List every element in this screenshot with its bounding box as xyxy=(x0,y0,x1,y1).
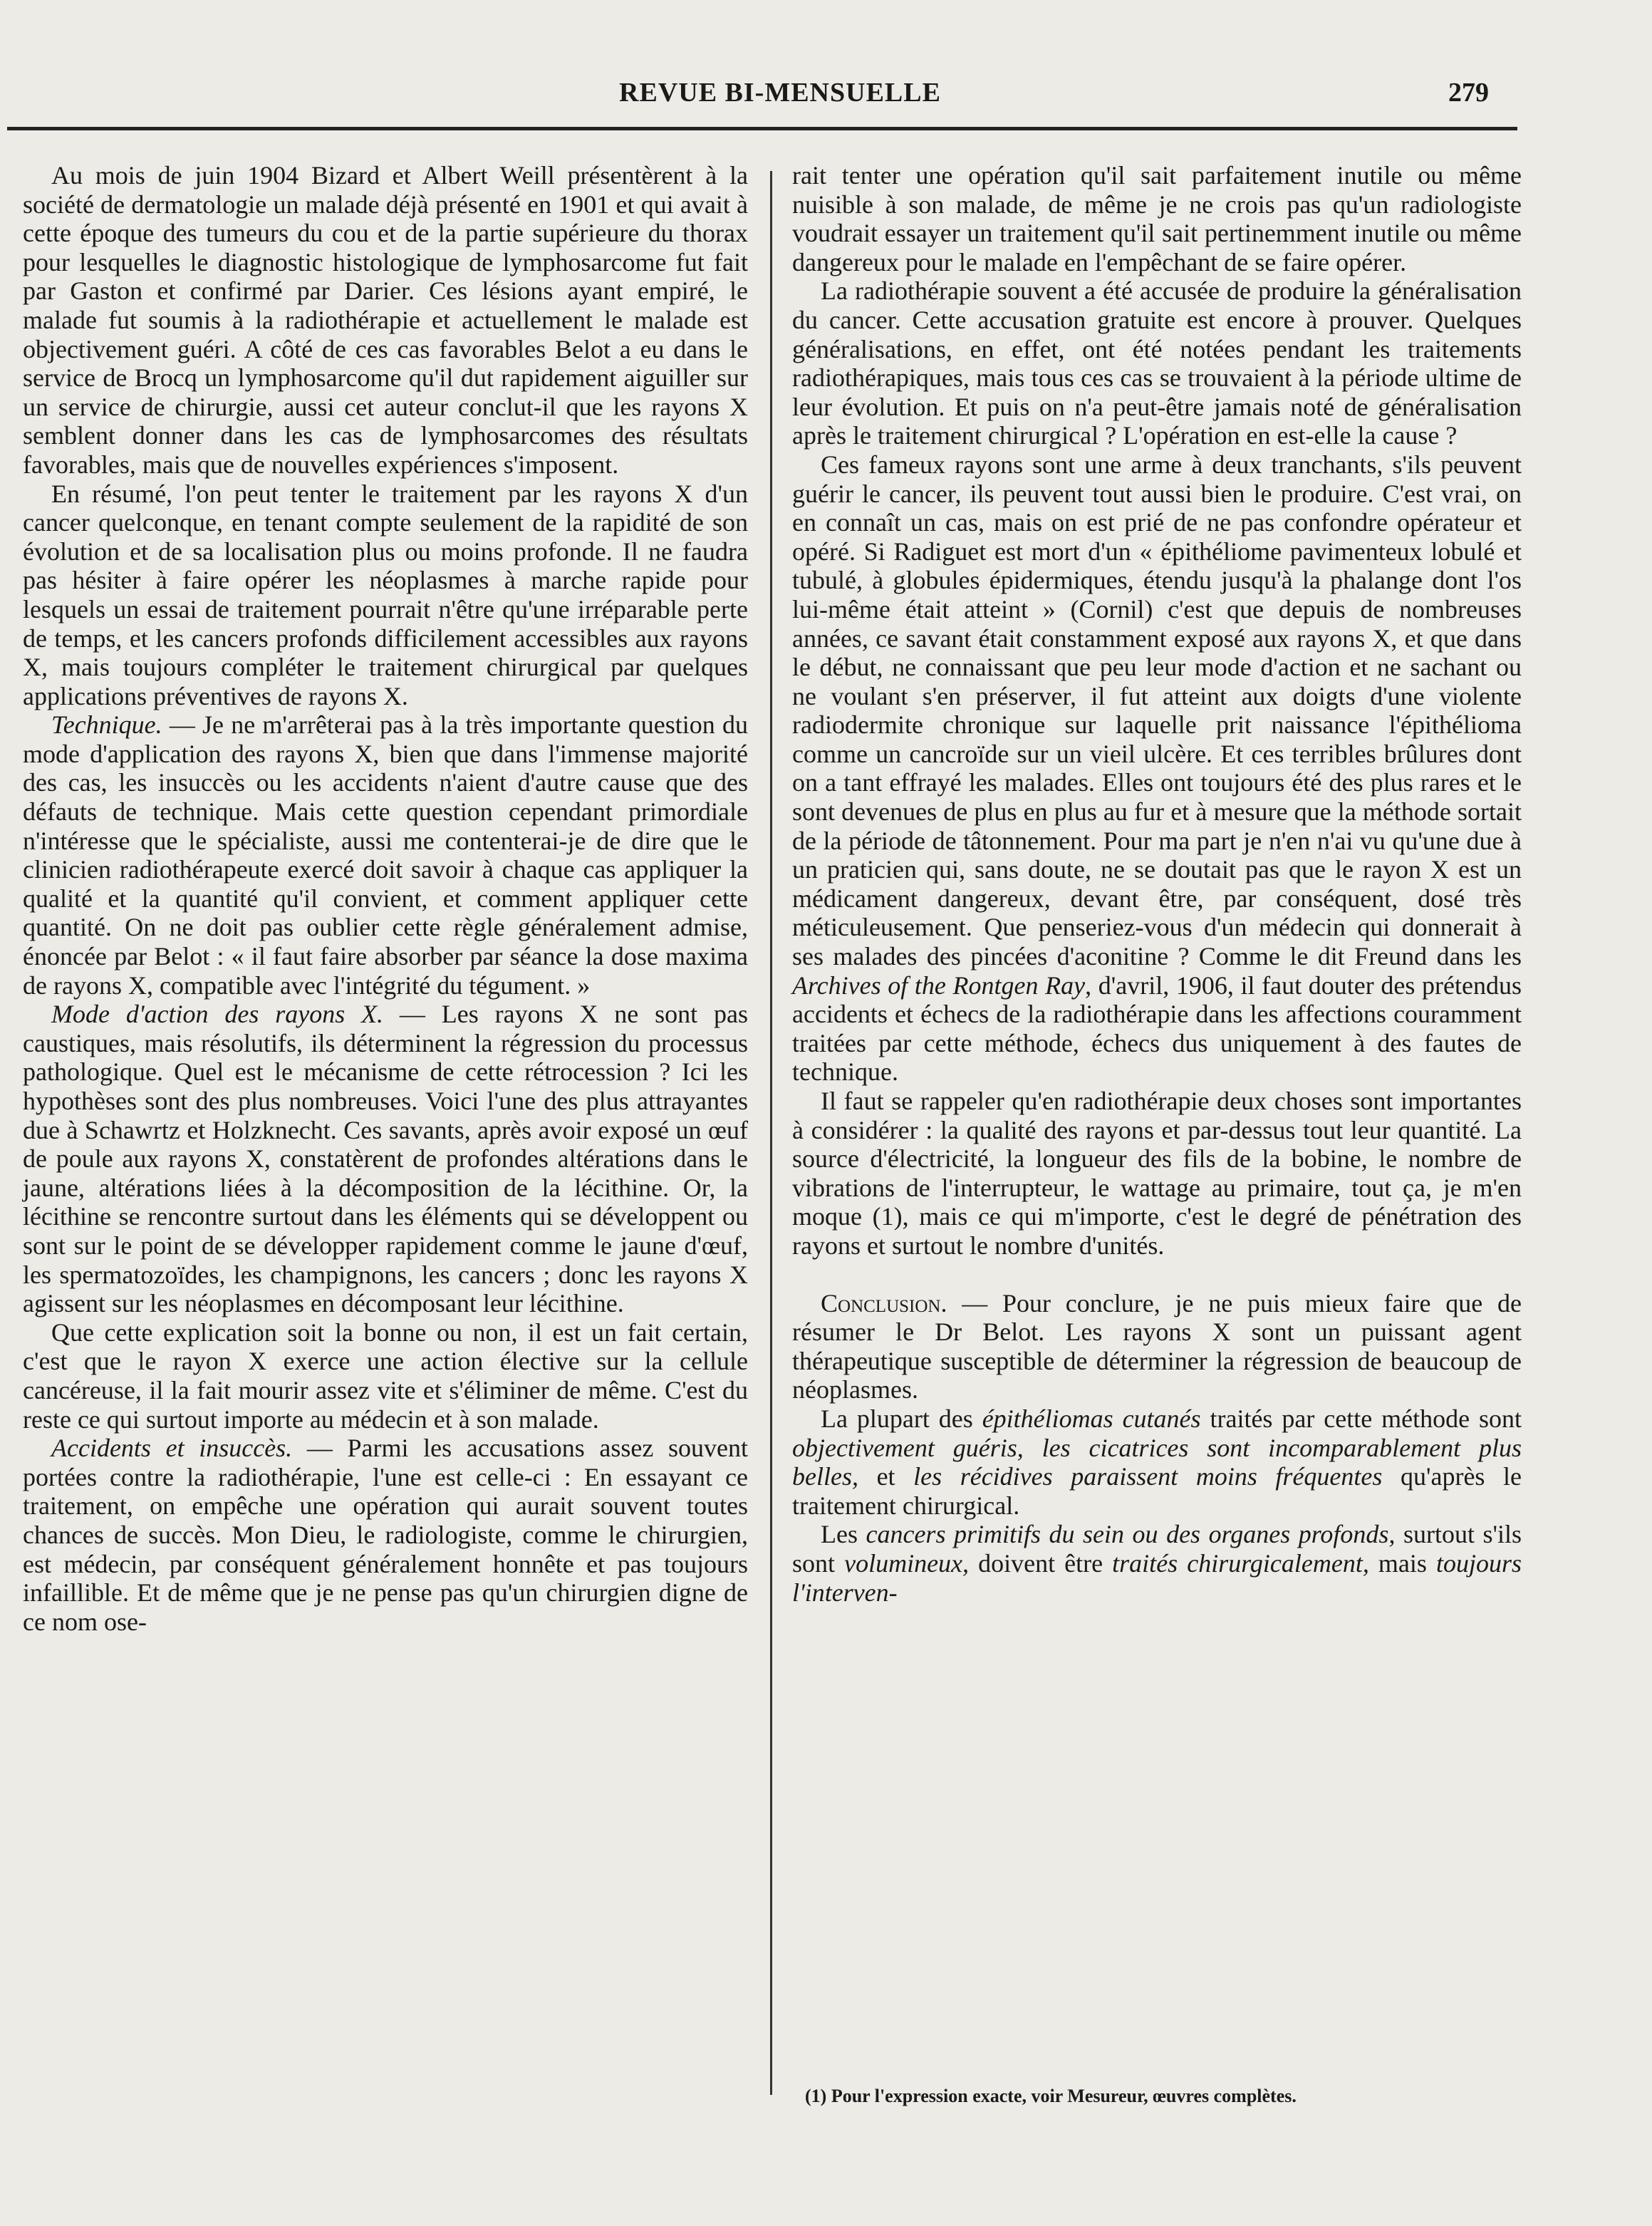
paragraph: Que cette explication soit la bonne ou non, il est un fait certain, c'est que le rayon X exerce une action élective sur la cellule cancéreuse, il la fait mourir assez vite et s'éliminer de même. C'est du reste ce qui surtout importe au médecin et à son malade. xyxy=(23,1318,748,1434)
section-heading: Mode d'action des rayons X. xyxy=(51,1000,384,1029)
spacer xyxy=(792,1260,1522,1289)
paragraph: rait tenter une opération qu'il sait parfaitement inutile ou même nuisible à son malade, de même je ne crois pas qu'un radiologiste voudrait essayer un traitement qu'il sait pertinemment inutile ou même dangereux pour le malade en l'empêchant de se faire opérer. xyxy=(792,161,1522,276)
paragraph xyxy=(23,710,748,1000)
paragraph-text: Ces fameux rayons sont une arme à deux tranchants, s'ils peuvent guérir le cancer, ils peuvent tout aussi bien le produire. C'est vrai, on en connaît un cas, mais on est prié de ne pas confondre opérateur et opéré. Si Radiguet est mort d'un « épithéliome pavimenteux lobulé et tubulé, à globules épidermiques, étendu jusqu'à la phalange dont l'os lui-même était atteint » (Cornil) c'est que depuis de nombreuses années, ce savant était constamment exposé aux rayons X, et que dans le début, ne connaissant que peu leur mode d'action et ne sachant ou ne voulant s'en préserver, il fut atteint aux doigts d'une violente radiodermite chronique sur laquelle prit naissance l'épithélioma comme un cancroïde sur un vieil ulcère. Et ces terribles brûlures dont on a tant effrayé les malades. Elles ont toujours été des plus rares et le sont devenues de plus en plus au fur et à mesure que la méthode sortait de la période de tâtonnement. Pour ma part je n'en n'ai vu qu'une due à un praticien qui, sans doute, ne se doutait pas que le rayon X est un médicament dangereux, devant être, par conséquent, dosé très méticuleusement. Que penseriez-vous d'un médecin qui donnerait à ses malades des pincées d'aconitine ? Comme le dit Freund dans les xyxy=(792,450,1522,971)
emphasis: cancers primitifs du sein ou des organes profonds, xyxy=(866,1520,1396,1549)
emphasis: les récidives paraissent moins fréquentes xyxy=(913,1462,1383,1491)
paragraph xyxy=(792,1520,1522,1607)
paragraph-text: qu'après le traitement chirurgical. xyxy=(792,1462,1522,1520)
journal-citation: Archives of the Rontgen Ray xyxy=(792,970,1086,1000)
emphasis: traités chirurgicalement, xyxy=(1112,1548,1369,1578)
paragraph xyxy=(792,1289,1522,1404)
paragraph-text: La plupart des xyxy=(821,1404,982,1433)
paragraph-text: — Je ne m'arrêterai pas à la très importante question du mode d'application des rayons X, bien que dans l'immense majorité des cas, les insuccès ou les accidents n'aient d'autre cause que des défauts de technique. Mais cette question cependant primordiale n'intéresse que le spécialiste, aussi me contenterai-je de dire que le clinicien radiothérapeute exercé doit savoir à chaque cas appliquer la qualité et la quantité qu'il convient, et comment appliquer cette quantité. On ne doit pas oublier cette règle généralement admise, énoncée par Belot : « il faut faire absorber par séance la dose maxima de rayons X, compatible avec l'intégrité du tégument. » xyxy=(23,710,748,1000)
emphasis: toujours l'interven- xyxy=(792,1548,1522,1607)
paragraph-text: mais xyxy=(1368,1548,1436,1578)
emphasis: objectivement guéris, les cicatrices sont incomparablement plus belles, xyxy=(792,1433,1522,1491)
paragraph-text: Les xyxy=(821,1520,866,1549)
footnote: (1) Pour l'expression exacte, voir Mesureur, œuvres complètes. xyxy=(805,2086,1297,2106)
paragraph xyxy=(792,1404,1522,1520)
section-heading: Conclusion. xyxy=(821,1288,947,1318)
left-column xyxy=(23,161,748,1636)
section-heading: Technique. xyxy=(51,710,162,740)
column-rule xyxy=(770,171,772,2095)
paragraph-text: surtout s'ils sont xyxy=(792,1520,1522,1578)
header-rule xyxy=(7,127,1517,130)
paragraph-text: traités par cette méthode sont xyxy=(1200,1404,1522,1433)
paragraph xyxy=(792,450,1522,1087)
paragraph-text: — Pour conclure, je ne puis mieux faire que de résumer le Dr Belot. Les rayons X sont un puissant agent thérapeutique susceptible de déterminer la régression de beaucoup de néoplasmes. xyxy=(792,1288,1522,1404)
section-heading: Accidents et insuccès. xyxy=(51,1434,293,1463)
paragraph: Il faut se rappeler qu'en radiothérapie deux choses sont importantes à considérer : la qualité des rayons et par-dessus tout leur quantité. La source d'électricité, la longueur des fils de la bobine, le nombre de vibrations de l'interrupteur, le wattage au primaire, tout ça, je m'en moque (1), mais ce qui m'importe, c'est le degré de pénétration des rayons et surtout le nombre d'unités. xyxy=(792,1087,1522,1260)
running-header xyxy=(43,77,1517,120)
paragraph xyxy=(23,1000,748,1318)
emphasis: volumineux, xyxy=(844,1548,970,1578)
paragraph-text: et xyxy=(858,1462,914,1491)
paragraph: En résumé, l'on peut tenter le traitement par les rayons X d'un cancer quelconque, en tenant compte seulement de la rapidité de son évolution et de sa localisation plus ou moins profonde. Il ne faudra pas hésiter à faire opérer les néoplasmes à marche rapide pour lesquels un essai de traitement pourrait n'être qu'une irréparable perte de temps, et les cancers profonds difficilement accessibles aux rayons X, mais toujours compléter le traitement chirurgical par quelques applications préventives de rayons X. xyxy=(23,479,748,710)
right-column xyxy=(792,161,1522,1607)
paragraph-text: doivent être xyxy=(969,1548,1113,1578)
paragraph-text: — Les rayons X ne sont pas caustiques, mais résolutifs, ils déterminent la régression du processus pathologique. Quel est le mécanisme de cette rétrocession ? Ici les hypothèses sont des plus nombreuses. Voici l'une des plus attrayantes due à Schawrtz et Holzknecht. Ces savants, après avoir exposé un œuf de poule aux rayons X, constatèrent de profondes altérations dans le jaune, altérations liées à la décomposition de la lécithine. Or, la lécithine se rencontre surtout dans les éléments qui se développent ou sont sur le point de se développer rapidement comme le jaune d'œuf, les spermatozoïdes, les champignons, les cancers ; donc les rayons X agissent sur les néoplasmes en décomposant leur lécithine. xyxy=(23,1000,748,1318)
page-number: 279 xyxy=(1448,78,1489,108)
paragraph-text: — Parmi les accusations assez souvent portées contre la radiothérapie, l'une est celle-ci : En essayant ce traitement, on empêche une opération qui aurait souvent toutes chances de succès. Mon Dieu, le radiologiste, comme le chirurgien, est médecin, par conséquent généralement honnête et pas toujours infaillible. Et de même que je ne pense pas qu'un chirurgien digne de ce nom ose- xyxy=(23,1434,748,1636)
paragraph xyxy=(23,1434,748,1636)
emphasis: épithéliomas cutanés xyxy=(982,1404,1201,1433)
paragraph-text: , d'avril, 1906, il faut douter des prétendus accidents et échecs de la radiothérapie dans les affections couramment traitées par cette méthode, échecs dus uniquement à des fautes de technique. xyxy=(792,970,1522,1087)
journal-title: REVUE BI-MENSUELLE xyxy=(619,78,941,108)
paragraph: Au mois de juin 1904 Bizard et Albert Weill présentèrent à la société de dermatologie un malade déjà présenté en 1901 et qui avait à cette époque des tumeurs du cou et de la partie supérieure du thorax pour lesquelles le diagnostic histologique de lymphosarcome fut fait par Gaston et confirmé par Darier. Ces lésions ayant empiré, le malade fut soumis à la radiothérapie et actuellement le malade est objectivement guéri. A côté de ces cas favorables Belot a eu dans le service de Brocq un lymphosarcome qu'il dut rapidement aiguiller sur un service de chirurgie, aussi cet auteur conclut-il que les rayons X semblent donner dans les cas de lymphosarcomes des résultats favorables, mais que de nouvelles expériences s'imposent. xyxy=(23,161,748,479)
paragraph: La radiothérapie souvent a été accusée de produire la généralisation du cancer. Cette accusation gratuite est encore à prouver. Quelques généralisations, en effet, ont été notées pendant les traitements radiothérapiques, mais tous ces cas se trouvaient à la période ultime de leur évolution. Et puis on n'a peut-être jamais noté de généralisation après le traitement chirurgical ? L'opération en est-elle la cause ? xyxy=(792,276,1522,450)
